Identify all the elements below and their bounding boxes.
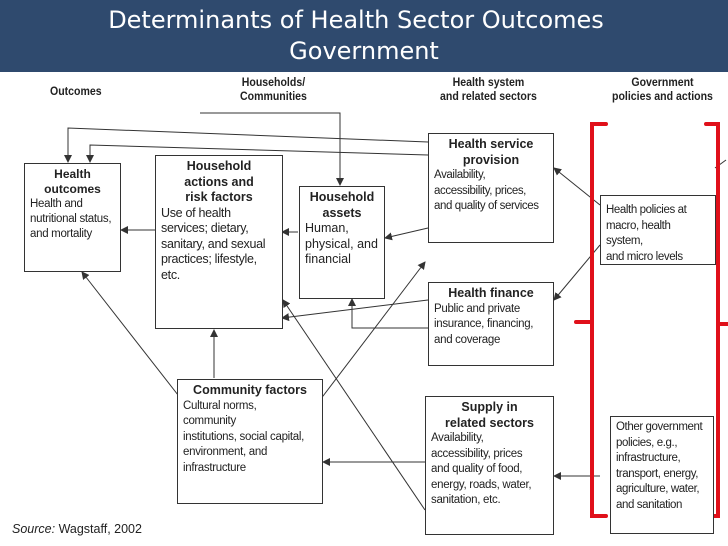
column-header-health-system: Health system and related sectors [440,75,537,103]
box-community-factors [177,379,323,504]
box-body: Availability, accessibility, prices and quality of food, energy, roads, water, sanitation, etc. [431,432,532,506]
box-title: Household assets [309,190,375,220]
source-label: Source: [12,522,56,536]
arrow-service-to-assets [385,228,428,238]
source-text: Wagstaff, 2002 [55,522,142,536]
box-body: Use of health services; dietary, sanitary, and sexual practices; lifestyle, etc. [161,205,266,282]
slide-title: Determinants of Health Sector Outcomes [108,6,604,34]
box-title: Health service provision [448,137,534,167]
column-header-government: Government policies and actions [612,75,713,103]
column-header-outcomes: Outcomes [50,84,102,98]
box-title: Community factors [193,383,307,397]
box-health-service [428,133,554,243]
arrow-finance-to-assets [352,299,428,328]
box-body: Public and private insurance, financing, and coverage [434,302,534,346]
box-body: Availability, accessibility, prices, and quality of services [434,169,539,212]
arrow-finance-to-actions [282,300,428,318]
box-health-policies [600,195,716,265]
box-household-assets [299,186,385,299]
box-health-outcomes [24,163,121,272]
box-body: Health and nutritional status, and mortality [30,198,112,240]
column-header-households: Households/ Communities [240,75,307,103]
box-title: Health finance [448,286,534,300]
box-body: Cultural norms, community institutions, social capital, environment, and infrastructure [183,399,305,474]
box-title: Supply in related sectors [445,400,534,430]
source-citation [12,522,142,536]
box-body: Health policies at macro, health system, and micro levels [606,204,687,263]
box-body: Human, physical, and financial [305,221,378,266]
box-supply-related [425,396,554,535]
box-other-policies [610,416,714,534]
slide-subtitle: Government [289,37,439,65]
box-household-actions [155,155,283,329]
left-bracket [592,124,606,516]
box-health-finance [428,282,554,366]
box-body: Other government policies, e.g., infrastructure, transport, energy, agriculture, water, and sanitation [616,421,703,511]
box-title: Household actions and risk factors [184,159,254,204]
box-title: Health outcomes [44,167,101,196]
